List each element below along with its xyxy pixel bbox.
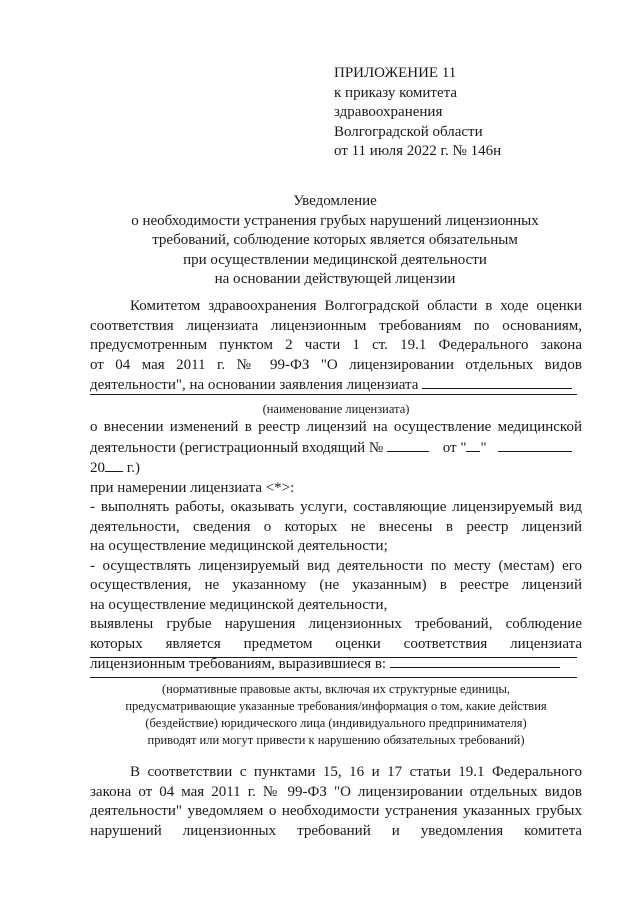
date-year-field[interactable] xyxy=(105,458,123,472)
caption-line: приводят или могут привести к нарушению обязательных требований) xyxy=(147,733,525,747)
notice-title-line: требований, соблюдение которых является обязательным xyxy=(152,232,518,248)
caption-licensee: (наименование лицензиата) xyxy=(262,402,410,416)
text-line xyxy=(90,458,582,479)
date-day-field[interactable] xyxy=(466,438,480,452)
text-line: выявлены грубые нарушения лицензионных требований, соблюдение xyxy=(90,616,582,632)
caption-acts xyxy=(90,681,582,749)
appendix-title: ПРИЛОЖЕНИЕ 11 xyxy=(334,65,457,81)
text-line: соответствия лицензиата лицензионным требованиям по основаниям, xyxy=(90,317,582,334)
licensee-name-field[interactable] xyxy=(422,375,572,389)
notice-heading: Уведомление xyxy=(293,193,377,209)
text-segment: " xyxy=(480,439,487,456)
text-line: закона от 04 мая 2011 г. № 99-ФЗ "О лицензировании отдельных видов xyxy=(90,783,582,800)
text-line xyxy=(90,438,582,459)
text-line: предусмотренным пунктом 2 части 1 ст. 19.1 Федерального закона xyxy=(90,337,582,353)
text-line: осуществления, не указанному (не указанным) в реестре лицензий xyxy=(90,577,582,593)
text-line: о внесении изменений в реестр лицензий на осуществление медицинской xyxy=(90,419,582,435)
text-line: - выполнять работы, оказывать услуги, составляющие лицензируемый вид xyxy=(90,499,582,515)
text-segment: лицензионным требованиям, выразившиеся в: xyxy=(90,656,387,672)
appendix-line: Волгоградской области xyxy=(334,123,483,140)
text-line: деятельности" уведомляем о необходимости устранения указанных грубых xyxy=(90,803,582,819)
notice-title-line: о необходимости устранения грубых нарушений лицензионных xyxy=(131,212,539,229)
text-segment: г.) xyxy=(126,460,140,476)
text-line xyxy=(90,375,582,396)
text-segment: от " xyxy=(442,439,467,456)
notice-title-line: при осуществлении медицинской деятельности xyxy=(183,251,487,268)
text-segment: деятельности", на основании заявления лицензиата xyxy=(90,377,419,393)
text-line: которых является предметом оценки соответствия лицензиата xyxy=(90,635,582,652)
caption-line: (нормативные правовые акты, включая их структурные единицы, xyxy=(162,682,510,696)
text-line: В соответствии с пунктами 15, 16 и 17 статьи 19.1 Федерального xyxy=(130,764,582,780)
caption-line: (бездействие) юридического лица (индивидуального предпринимателя) xyxy=(145,716,527,730)
paragraph-application xyxy=(90,418,582,675)
licensee-name-line[interactable] xyxy=(90,394,577,395)
text-line: Комитетом здравоохранения Волгоградской области в ходе оценки xyxy=(130,298,582,314)
text-line: деятельности, сведения о которых не внесены в реестр лицензий xyxy=(90,518,582,535)
text-line: - осуществлять лицензируемый вид деятельности по месту (местам) его xyxy=(90,557,582,574)
text-segment: 20 xyxy=(90,460,105,476)
appendix-line: здравоохранения xyxy=(334,104,443,120)
appendix-header xyxy=(334,64,501,162)
paragraph-notification xyxy=(90,763,582,841)
text-segment: деятельности (регистрационный входящий № xyxy=(90,439,384,456)
violations-line-1[interactable] xyxy=(90,657,577,658)
text-line: на осуществление медицинской деятельности, xyxy=(90,596,388,613)
text-line: при намерении лицензиата <*>: xyxy=(90,479,295,496)
text-line: на осуществление медицинской деятельности; xyxy=(90,538,388,554)
appendix-order-date: от 11 июля 2022 г. № 146н xyxy=(334,143,502,159)
violations-line-2[interactable] xyxy=(90,677,577,678)
paragraph-assessment xyxy=(90,297,582,396)
caption-line: предусматривающие указанные требования/информация о том, какие действия xyxy=(125,699,547,713)
text-line: от 04 мая 2011 г. № 99-ФЗ "О лицензировании отдельных видов xyxy=(90,356,582,373)
notice-title xyxy=(90,192,580,290)
notice-title-line: на основании действующей лицензии xyxy=(214,271,456,287)
appendix-line: к приказу комитета xyxy=(334,84,458,101)
date-month-field[interactable] xyxy=(498,438,572,452)
registration-number-field[interactable] xyxy=(387,438,429,452)
text-line: нарушений лицензионных требований и уведомления комитета xyxy=(90,822,582,839)
